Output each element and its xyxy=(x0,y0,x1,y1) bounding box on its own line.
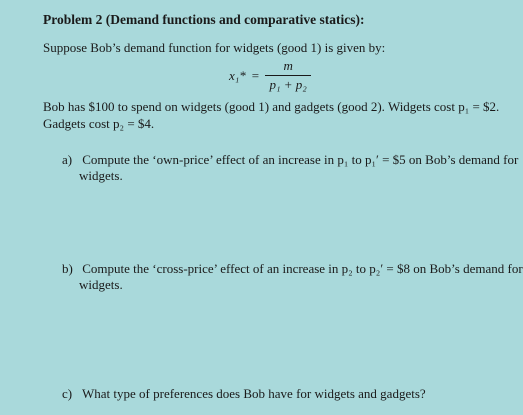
question-a xyxy=(62,152,518,168)
problem-title: Problem 2 (Demand functions and comparative statics): xyxy=(43,12,365,27)
demand-equation xyxy=(229,58,311,93)
equation-equals: = xyxy=(251,67,260,83)
equation-fraction xyxy=(265,58,311,93)
question-b xyxy=(62,261,523,277)
equation-denominator: p₁ + p₂ xyxy=(269,77,307,92)
question-b-text-line1: Compute the ‘cross-price’ effect of an increase in p₂ to p₂′ = $8 on Bob’s demand for xyxy=(82,261,523,276)
problem-intro: Suppose Bob’s demand function for widgets (good 1) is given by: xyxy=(43,40,386,55)
question-a-text-line1: Compute the ‘own-price’ effect of an increase in p₁ to p₁′ = $5 on Bob’s demand for xyxy=(82,152,519,167)
question-c-label: c) xyxy=(62,386,73,401)
question-a-label: a) xyxy=(62,152,73,167)
question-b-text-line2: widgets. xyxy=(79,277,123,292)
equation-lhs: x₁* xyxy=(229,67,246,83)
question-b-label: b) xyxy=(62,261,73,276)
equation-numerator: m xyxy=(283,58,293,73)
question-c-text-line1: What type of preferences does Bob have for widgets and gadgets? xyxy=(82,386,426,401)
context-line-1: Bob has $100 to spend on widgets (good 1) and gadgets (good 2). Widgets cost p₁ = $2. xyxy=(43,99,500,114)
context-line-2: Gadgets cost p₂ = $4. xyxy=(43,116,155,131)
question-c xyxy=(62,386,426,402)
question-a-text-line2: widgets. xyxy=(79,168,123,183)
